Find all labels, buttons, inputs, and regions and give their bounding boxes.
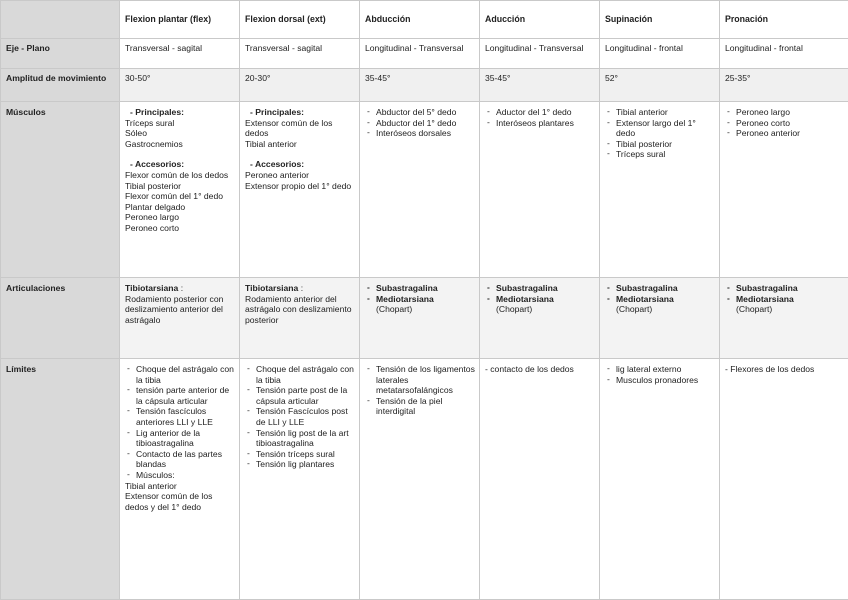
limit-item: - Musculos pronadores: [605, 375, 715, 386]
limit-item: - Tensión fascículos anteriores LLI y LLE: [125, 406, 235, 427]
row-header-musculos: Músculos: [1, 102, 120, 278]
cell-lim-pro: - Flexores de los dedos: [720, 359, 848, 600]
muscle-item: - Aductor del 1° dedo: [485, 107, 595, 118]
limit-item: - lig lateral externo: [605, 364, 715, 375]
limit-item: - Tensión lig post de la art tibioastragalina: [245, 428, 355, 449]
cell-eje-pro: Longitudinal - frontal: [720, 39, 848, 69]
muscle-item: Sóleo: [125, 128, 235, 139]
limit-item: - Tensión de la piel interdigital: [365, 396, 475, 417]
row-header-eje: Eje - Plano: [1, 39, 120, 69]
cell-amp-abd: 35-45°: [360, 69, 480, 102]
joint-item: - Subastragalina: [485, 283, 595, 294]
label-accesorios: - Accesorios:: [125, 159, 235, 170]
joint-item: - Subastragalina: [725, 283, 844, 294]
joint-title: Tibiotarsiana: [125, 283, 178, 293]
row-musculos: [1, 102, 848, 278]
cell-art-abd: [360, 278, 480, 359]
muscle-item: - Peroneo corto: [725, 118, 844, 129]
cell-mus-abd: [360, 102, 480, 278]
limit-item: - Músculos:: [125, 470, 235, 481]
row-articulaciones: [1, 278, 848, 359]
joint-item: - Mediotarsiana: [605, 294, 715, 305]
cell-art-flex: Tibiotarsiana : Rodamiento posterior con deslizamiento anterior del astrágalo: [120, 278, 240, 359]
muscle-item: - Interóseos plantares: [485, 118, 595, 129]
joint-title: Tibiotarsiana: [245, 283, 298, 293]
muscle-item: - Abductor del 5° dedo: [365, 107, 475, 118]
cell-amp-flex: 30-50°: [120, 69, 240, 102]
row-header-articulaciones: Articulaciones: [1, 278, 120, 359]
muscle-item: Flexor común de los dedos: [125, 170, 235, 181]
muscle-item: Flexor común del 1° dedo: [125, 191, 235, 202]
limit-text: Tibial anterior: [125, 481, 235, 492]
muscle-item: Extensor común de los dedos: [245, 118, 355, 139]
muscle-item: Extensor propio del 1° dedo: [245, 181, 355, 192]
muscle-item: - Tibial posterior: [605, 139, 715, 150]
joint-note: (Chopart): [365, 304, 475, 315]
limit-item: - Tensión Fascículos post de LLI y LLE: [245, 406, 355, 427]
muscle-item: - Extensor largo del 1° dedo: [605, 118, 715, 139]
row-header-amplitud: Amplitud de movimiento: [1, 69, 120, 102]
cell-amp-ext: 20-30°: [240, 69, 360, 102]
joint-desc: Rodamiento anterior del astrágalo con deslizamiento posterior: [245, 294, 355, 326]
cell-eje-ext: Transversal - sagital: [240, 39, 360, 69]
muscle-item: - Abductor del 1° dedo: [365, 118, 475, 129]
cell-eje-abd: Longitudinal - Transversal: [360, 39, 480, 69]
cell-lim-ext: [240, 359, 360, 600]
joint-note: (Chopart): [725, 304, 844, 315]
joint-note: (Chopart): [605, 304, 715, 315]
col-header-pronacion: Pronación: [720, 1, 848, 39]
muscle-item: - Interóseos dorsales: [365, 128, 475, 139]
col-header-flexion-dorsal: Flexion dorsal (ext): [240, 1, 360, 39]
cell-mus-adu: [480, 102, 600, 278]
joint-item: - Mediotarsiana: [365, 294, 475, 305]
joint-item: - Subastragalina: [365, 283, 475, 294]
cell-mus-sup: [600, 102, 720, 278]
cell-mus-flex: [120, 102, 240, 278]
cell-lim-adu: - contacto de los dedos: [480, 359, 600, 600]
limit-item: - Contacto de las partes blandas: [125, 449, 235, 470]
muscle-item: - Tríceps sural: [605, 149, 715, 160]
muscle-item: Peroneo largo: [125, 212, 235, 223]
cell-amp-adu: 35-45°: [480, 69, 600, 102]
muscle-item: - Tibial anterior: [605, 107, 715, 118]
header-row: [1, 1, 848, 39]
cell-eje-flex: Transversal - sagital: [120, 39, 240, 69]
muscle-item: Gastrocnemios: [125, 139, 235, 150]
cell-eje-sup: Longitudinal - frontal: [600, 39, 720, 69]
cell-lim-abd: [360, 359, 480, 600]
muscle-item: Tibial posterior: [125, 181, 235, 192]
cell-amp-sup: 52°: [600, 69, 720, 102]
limit-item: - Tensión lig plantares: [245, 459, 355, 470]
row-amplitud: [1, 69, 848, 102]
joint-item: - Mediotarsiana: [485, 294, 595, 305]
cell-art-pro: [720, 278, 848, 359]
cell-art-sup: [600, 278, 720, 359]
col-header-flexion-plantar: Flexion plantar (flex): [120, 1, 240, 39]
muscle-item: Tríceps sural: [125, 118, 235, 129]
muscle-item: Plantar delgado: [125, 202, 235, 213]
limit-item: - Tensión tríceps sural: [245, 449, 355, 460]
cell-lim-flex: [120, 359, 240, 600]
corner-cell: [1, 1, 120, 39]
joint-note: (Chopart): [485, 304, 595, 315]
label-principales: - Principales:: [125, 107, 235, 118]
col-header-aduccion: Aducción: [480, 1, 600, 39]
limit-text: Extensor común de los dedos y del 1° dedo: [125, 491, 235, 512]
joint-item: - Mediotarsiana: [725, 294, 844, 305]
label-accesorios: - Accesorios:: [245, 159, 355, 170]
limit-item: - Choque del astrágalo con la tibia: [125, 364, 235, 385]
limit-item: - Lig anterior de la tibioastragalina: [125, 428, 235, 449]
label-principales: - Principales:: [245, 107, 355, 118]
muscle-item: - Peroneo anterior: [725, 128, 844, 139]
cell-eje-adu: Longitudinal - Transversal: [480, 39, 600, 69]
col-header-abduccion: Abducción: [360, 1, 480, 39]
joint-item: - Subastragalina: [605, 283, 715, 294]
muscle-item: Tibial anterior: [245, 139, 355, 150]
muscle-item: Peroneo corto: [125, 223, 235, 234]
cell-art-ext: Tibiotarsiana : Rodamiento anterior del astrágalo con deslizamiento posterior: [240, 278, 360, 359]
cell-lim-sup: [600, 359, 720, 600]
cell-mus-ext: [240, 102, 360, 278]
col-header-supinacion: Supinación: [600, 1, 720, 39]
row-header-limites: Límites: [1, 359, 120, 600]
cell-art-adu: [480, 278, 600, 359]
muscle-item: - Peroneo largo: [725, 107, 844, 118]
row-eje-plano: [1, 39, 848, 69]
joint-desc: Rodamiento posterior con deslizamiento anterior del astrágalo: [125, 294, 235, 326]
limit-item: - tensión parte anterior de la cápsula articular: [125, 385, 235, 406]
row-limites: [1, 359, 848, 600]
cell-mus-pro: [720, 102, 848, 278]
limit-item: - Tensión parte post de la cápsula articular: [245, 385, 355, 406]
muscle-item: Peroneo anterior: [245, 170, 355, 181]
cell-amp-pro: 25-35°: [720, 69, 848, 102]
limit-item: - Tensión de los ligamentos laterales metatarsofalángicos: [365, 364, 475, 396]
limit-item: - Choque del astrágalo con la tibia: [245, 364, 355, 385]
